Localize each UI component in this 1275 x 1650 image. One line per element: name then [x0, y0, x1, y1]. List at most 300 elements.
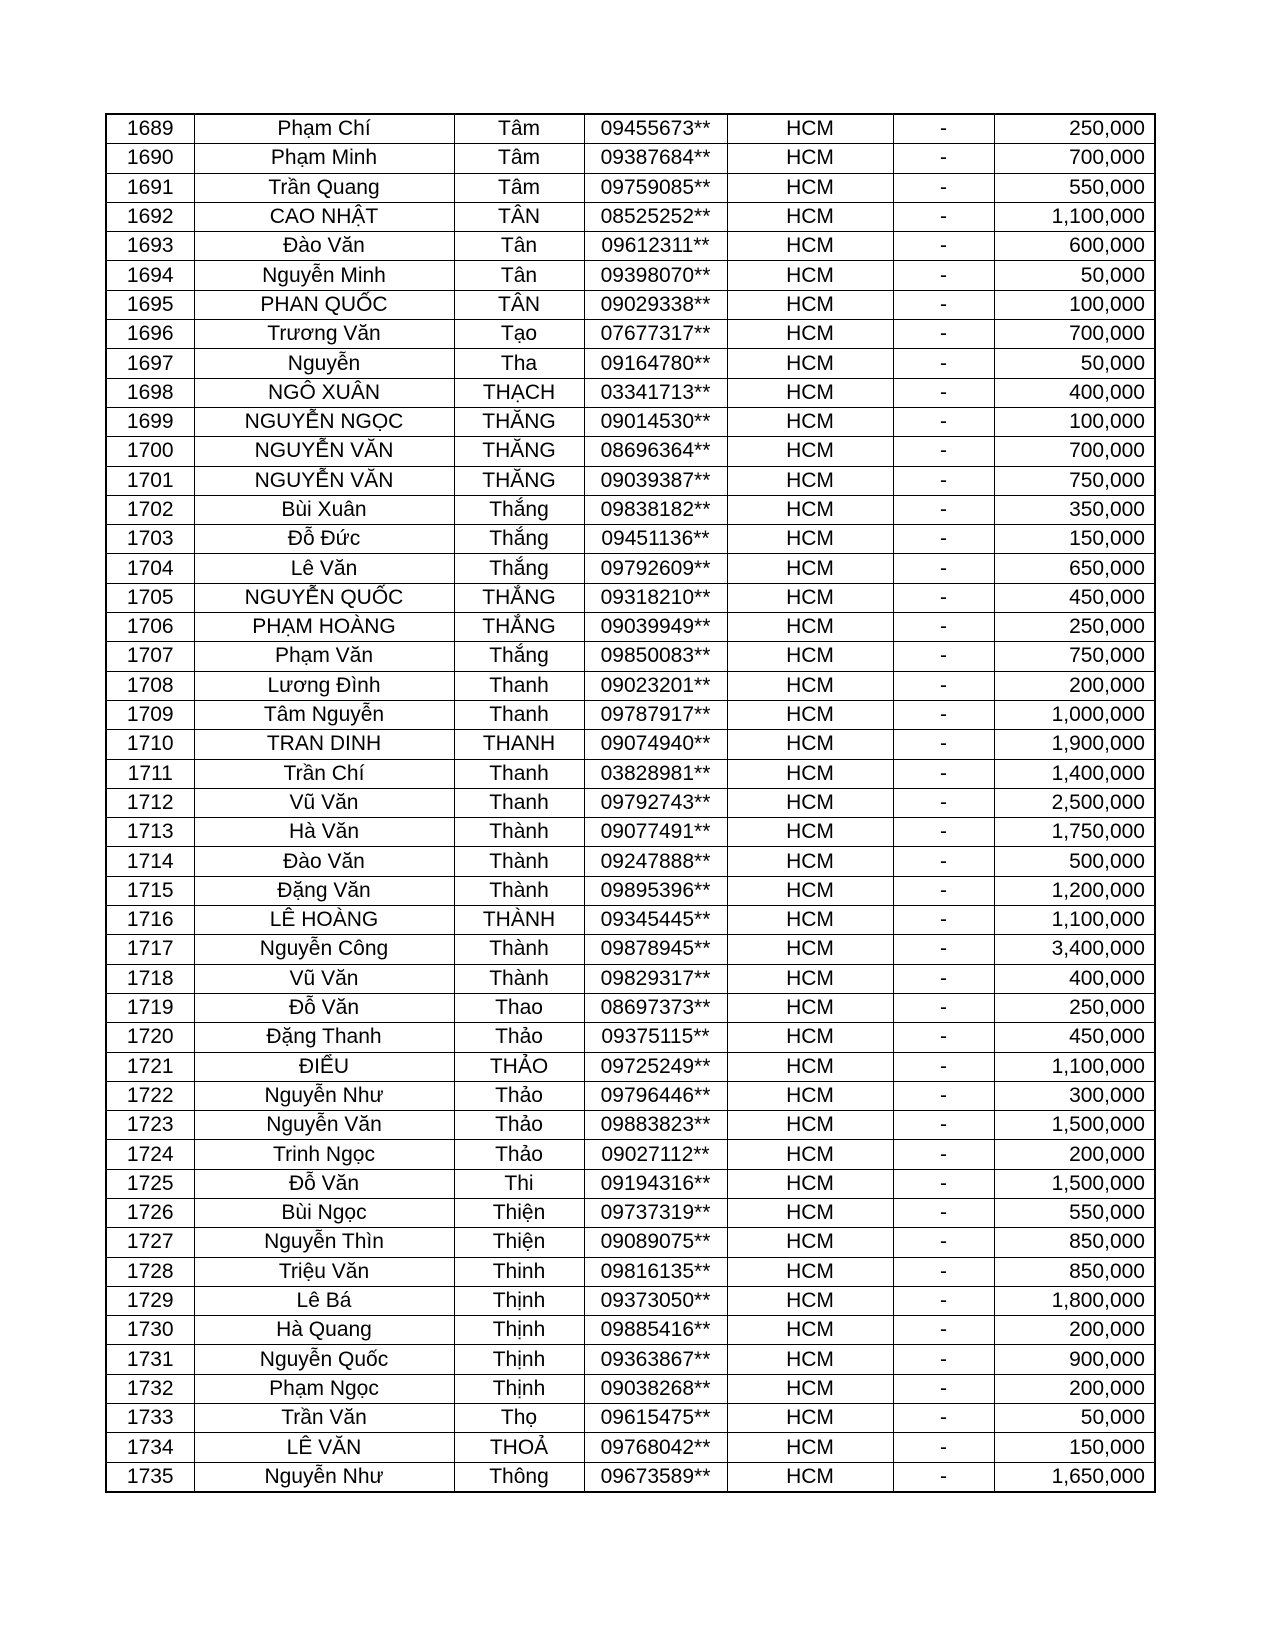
surname-middle-name-cell: LÊ VĂN — [194, 1433, 454, 1462]
region-cell: HCM — [727, 232, 893, 261]
surname-middle-name-cell: Nguyễn Thìn — [194, 1228, 454, 1257]
row-number-cell: 1720 — [106, 1023, 194, 1052]
phone-number-cell: 09895396** — [584, 876, 727, 905]
note-cell: - — [893, 671, 994, 700]
phone-number-cell: 09014530** — [584, 407, 727, 436]
surname-middle-name-cell: Phạm Chí — [194, 114, 454, 144]
phone-number-cell: 09373050** — [584, 1286, 727, 1315]
note-cell: - — [893, 1286, 994, 1315]
surname-middle-name-cell: PHAN QUỐC — [194, 290, 454, 319]
given-name-cell: Thành — [454, 818, 584, 847]
surname-middle-name-cell: NGUYỄN QUỐC — [194, 583, 454, 612]
surname-middle-name-cell: NGUYỄN VĂN — [194, 466, 454, 495]
region-cell: HCM — [727, 1111, 893, 1140]
phone-number-cell: 09816135** — [584, 1257, 727, 1286]
surname-middle-name-cell: Trần Văn — [194, 1404, 454, 1433]
phone-number-cell: 09737319** — [584, 1198, 727, 1227]
table-row — [106, 173, 1155, 202]
amount-cell: 250,000 — [994, 613, 1155, 642]
row-number-cell: 1729 — [106, 1286, 194, 1315]
phone-number-cell: 09787917** — [584, 700, 727, 729]
region-cell: HCM — [727, 613, 893, 642]
given-name-cell: Thi — [454, 1169, 584, 1198]
row-number-cell: 1694 — [106, 261, 194, 290]
row-number-cell: 1709 — [106, 700, 194, 729]
phone-number-cell: 09725249** — [584, 1052, 727, 1081]
table-row — [106, 1052, 1155, 1081]
note-cell: - — [893, 232, 994, 261]
note-cell: - — [893, 261, 994, 290]
phone-number-cell: 09039949** — [584, 613, 727, 642]
table-row — [106, 964, 1155, 993]
phone-number-cell: 03341713** — [584, 378, 727, 407]
row-number-cell: 1692 — [106, 202, 194, 231]
table-row — [106, 202, 1155, 231]
note-cell: - — [893, 642, 994, 671]
given-name-cell: Thịnh — [454, 1345, 584, 1374]
row-number-cell: 1726 — [106, 1198, 194, 1227]
phone-number-cell: 09074940** — [584, 730, 727, 759]
amount-cell: 1,100,000 — [994, 906, 1155, 935]
region-cell: HCM — [727, 466, 893, 495]
amount-cell: 450,000 — [994, 583, 1155, 612]
given-name-cell: Thanh — [454, 700, 584, 729]
amount-cell: 250,000 — [994, 993, 1155, 1022]
row-number-cell: 1693 — [106, 232, 194, 261]
table-row — [106, 1023, 1155, 1052]
row-number-cell: 1711 — [106, 759, 194, 788]
surname-middle-name-cell: Lê Bá — [194, 1286, 454, 1315]
given-name-cell: TÂN — [454, 202, 584, 231]
region-cell: HCM — [727, 349, 893, 378]
region-cell: HCM — [727, 261, 893, 290]
amount-cell: 850,000 — [994, 1228, 1155, 1257]
region-cell: HCM — [727, 818, 893, 847]
row-number-cell: 1723 — [106, 1111, 194, 1140]
given-name-cell: THOẢ — [454, 1433, 584, 1462]
given-name-cell: Thành — [454, 935, 584, 964]
given-name-cell: THĂNG — [454, 466, 584, 495]
table-row — [106, 671, 1155, 700]
phone-number-cell: 09247888** — [584, 847, 727, 876]
note-cell: - — [893, 935, 994, 964]
phone-number-cell: 09612311** — [584, 232, 727, 261]
given-name-cell: Thinh — [454, 1257, 584, 1286]
amount-cell: 500,000 — [994, 847, 1155, 876]
region-cell: HCM — [727, 730, 893, 759]
amount-cell: 1,900,000 — [994, 730, 1155, 759]
note-cell: - — [893, 1111, 994, 1140]
region-cell: HCM — [727, 1404, 893, 1433]
note-cell: - — [893, 1345, 994, 1374]
region-cell: HCM — [727, 847, 893, 876]
row-number-cell: 1725 — [106, 1169, 194, 1198]
amount-cell: 1,400,000 — [994, 759, 1155, 788]
region-cell: HCM — [727, 1316, 893, 1345]
surname-middle-name-cell: Đặng Văn — [194, 876, 454, 905]
region-cell: HCM — [727, 1052, 893, 1081]
table-row — [106, 349, 1155, 378]
row-number-cell: 1718 — [106, 964, 194, 993]
given-name-cell: Thành — [454, 847, 584, 876]
phone-number-cell: 09318210** — [584, 583, 727, 612]
note-cell: - — [893, 144, 994, 173]
phone-number-cell: 09029338** — [584, 290, 727, 319]
table-row — [106, 1345, 1155, 1374]
phone-number-cell: 09398070** — [584, 261, 727, 290]
given-name-cell: Thắng — [454, 642, 584, 671]
amount-cell: 250,000 — [994, 114, 1155, 144]
region-cell: HCM — [727, 378, 893, 407]
table-row — [106, 1404, 1155, 1433]
row-number-cell: 1728 — [106, 1257, 194, 1286]
phone-number-cell: 09451136** — [584, 525, 727, 554]
amount-cell: 50,000 — [994, 1404, 1155, 1433]
phone-number-cell: 09885416** — [584, 1316, 727, 1345]
table-row — [106, 261, 1155, 290]
surname-middle-name-cell: Trinh Ngọc — [194, 1140, 454, 1169]
table-row — [106, 613, 1155, 642]
table-row — [106, 1111, 1155, 1140]
note-cell: - — [893, 847, 994, 876]
region-cell: HCM — [727, 788, 893, 817]
surname-middle-name-cell: Nguyễn — [194, 349, 454, 378]
surname-middle-name-cell: Nguyễn Quốc — [194, 1345, 454, 1374]
given-name-cell: Tâm — [454, 173, 584, 202]
given-name-cell: THÀNH — [454, 906, 584, 935]
table-row — [106, 1462, 1155, 1492]
surname-middle-name-cell: LÊ HOÀNG — [194, 906, 454, 935]
amount-cell: 600,000 — [994, 232, 1155, 261]
region-cell: HCM — [727, 173, 893, 202]
region-cell: HCM — [727, 1169, 893, 1198]
region-cell: HCM — [727, 495, 893, 524]
donation-table — [105, 113, 1156, 1493]
surname-middle-name-cell: Trần Quang — [194, 173, 454, 202]
phone-number-cell: 09883823** — [584, 1111, 727, 1140]
amount-cell: 450,000 — [994, 1023, 1155, 1052]
phone-number-cell: 09039387** — [584, 466, 727, 495]
given-name-cell: Thảo — [454, 1140, 584, 1169]
phone-number-cell: 09164780** — [584, 349, 727, 378]
given-name-cell: Thịnh — [454, 1374, 584, 1403]
region-cell: HCM — [727, 1374, 893, 1403]
surname-middle-name-cell: Nguyễn Như — [194, 1081, 454, 1110]
note-cell: - — [893, 1404, 994, 1433]
phone-number-cell: 09792609** — [584, 554, 727, 583]
surname-middle-name-cell: Vũ Văn — [194, 964, 454, 993]
surname-middle-name-cell: Phạm Văn — [194, 642, 454, 671]
surname-middle-name-cell: Bùi Ngọc — [194, 1198, 454, 1227]
region-cell: HCM — [727, 906, 893, 935]
given-name-cell: Thảo — [454, 1111, 584, 1140]
table-row — [106, 1198, 1155, 1227]
given-name-cell: THẮNG — [454, 583, 584, 612]
table-row — [106, 759, 1155, 788]
note-cell: - — [893, 613, 994, 642]
note-cell: - — [893, 759, 994, 788]
row-number-cell: 1733 — [106, 1404, 194, 1433]
note-cell: - — [893, 378, 994, 407]
given-name-cell: THĂNG — [454, 437, 584, 466]
note-cell: - — [893, 114, 994, 144]
row-number-cell: 1696 — [106, 320, 194, 349]
table-row — [106, 495, 1155, 524]
note-cell: - — [893, 320, 994, 349]
phone-number-cell: 09673589** — [584, 1462, 727, 1492]
surname-middle-name-cell: Hà Quang — [194, 1316, 454, 1345]
note-cell: - — [893, 1081, 994, 1110]
row-number-cell: 1713 — [106, 818, 194, 847]
given-name-cell: THẠCH — [454, 378, 584, 407]
row-number-cell: 1714 — [106, 847, 194, 876]
given-name-cell: Thiện — [454, 1198, 584, 1227]
region-cell: HCM — [727, 320, 893, 349]
surname-middle-name-cell: NGUYỄN VĂN — [194, 437, 454, 466]
table-row — [106, 1169, 1155, 1198]
given-name-cell: Thắng — [454, 495, 584, 524]
surname-middle-name-cell: ĐIỂU — [194, 1052, 454, 1081]
amount-cell: 1,650,000 — [994, 1462, 1155, 1492]
table-row — [106, 1257, 1155, 1286]
phone-number-cell: 09829317** — [584, 964, 727, 993]
note-cell: - — [893, 290, 994, 319]
phone-number-cell: 09038268** — [584, 1374, 727, 1403]
region-cell: HCM — [727, 700, 893, 729]
phone-number-cell: 09363867** — [584, 1345, 727, 1374]
given-name-cell: Tân — [454, 232, 584, 261]
amount-cell: 750,000 — [994, 466, 1155, 495]
note-cell: - — [893, 1316, 994, 1345]
surname-middle-name-cell: Hà Văn — [194, 818, 454, 847]
row-number-cell: 1699 — [106, 407, 194, 436]
given-name-cell: TÂN — [454, 290, 584, 319]
row-number-cell: 1689 — [106, 114, 194, 144]
row-number-cell: 1704 — [106, 554, 194, 583]
table-row — [106, 1228, 1155, 1257]
amount-cell: 2,500,000 — [994, 788, 1155, 817]
row-number-cell: 1707 — [106, 642, 194, 671]
region-cell: HCM — [727, 935, 893, 964]
table-row — [106, 1081, 1155, 1110]
amount-cell: 550,000 — [994, 173, 1155, 202]
amount-cell: 850,000 — [994, 1257, 1155, 1286]
note-cell: - — [893, 1140, 994, 1169]
table-body — [106, 114, 1155, 1492]
amount-cell: 700,000 — [994, 144, 1155, 173]
note-cell: - — [893, 349, 994, 378]
surname-middle-name-cell: Phạm Minh — [194, 144, 454, 173]
region-cell: HCM — [727, 759, 893, 788]
row-number-cell: 1691 — [106, 173, 194, 202]
note-cell: - — [893, 1257, 994, 1286]
table-row — [106, 1316, 1155, 1345]
row-number-cell: 1706 — [106, 613, 194, 642]
phone-number-cell: 09194316** — [584, 1169, 727, 1198]
phone-number-cell: 07677317** — [584, 320, 727, 349]
row-number-cell: 1727 — [106, 1228, 194, 1257]
table-row — [106, 554, 1155, 583]
given-name-cell: Tạo — [454, 320, 584, 349]
phone-number-cell: 09850083** — [584, 642, 727, 671]
given-name-cell: Thông — [454, 1462, 584, 1492]
row-number-cell: 1701 — [106, 466, 194, 495]
table-row — [106, 700, 1155, 729]
row-number-cell: 1735 — [106, 1462, 194, 1492]
phone-number-cell: 09077491** — [584, 818, 727, 847]
phone-number-cell: 09838182** — [584, 495, 727, 524]
given-name-cell: Thanh — [454, 759, 584, 788]
amount-cell: 700,000 — [994, 437, 1155, 466]
row-number-cell: 1712 — [106, 788, 194, 817]
row-number-cell: 1715 — [106, 876, 194, 905]
amount-cell: 50,000 — [994, 349, 1155, 378]
note-cell: - — [893, 1228, 994, 1257]
amount-cell: 700,000 — [994, 320, 1155, 349]
given-name-cell: Thanh — [454, 788, 584, 817]
note-cell: - — [893, 993, 994, 1022]
table-row — [106, 378, 1155, 407]
note-cell: - — [893, 583, 994, 612]
note-cell: - — [893, 730, 994, 759]
table-row — [106, 466, 1155, 495]
row-number-cell: 1722 — [106, 1081, 194, 1110]
region-cell: HCM — [727, 671, 893, 700]
table-row — [106, 144, 1155, 173]
given-name-cell: Thảo — [454, 1081, 584, 1110]
amount-cell: 400,000 — [994, 378, 1155, 407]
amount-cell: 200,000 — [994, 1140, 1155, 1169]
surname-middle-name-cell: Trương Văn — [194, 320, 454, 349]
row-number-cell: 1690 — [106, 144, 194, 173]
phone-number-cell: 08696364** — [584, 437, 727, 466]
table-row — [106, 906, 1155, 935]
given-name-cell: THẮNG — [454, 613, 584, 642]
amount-cell: 650,000 — [994, 554, 1155, 583]
given-name-cell: Thành — [454, 964, 584, 993]
surname-middle-name-cell: Đỗ Đức — [194, 525, 454, 554]
table-row — [106, 320, 1155, 349]
amount-cell: 1,750,000 — [994, 818, 1155, 847]
phone-number-cell: 09023201** — [584, 671, 727, 700]
given-name-cell: Thao — [454, 993, 584, 1022]
table-row — [106, 437, 1155, 466]
table-row — [106, 407, 1155, 436]
row-number-cell: 1719 — [106, 993, 194, 1022]
table-row — [106, 114, 1155, 144]
note-cell: - — [893, 466, 994, 495]
table-row — [106, 290, 1155, 319]
surname-middle-name-cell: TRAN DINH — [194, 730, 454, 759]
phone-number-cell: 03828981** — [584, 759, 727, 788]
amount-cell: 1,100,000 — [994, 202, 1155, 231]
phone-number-cell: 08697373** — [584, 993, 727, 1022]
note-cell: - — [893, 1052, 994, 1081]
table-row — [106, 788, 1155, 817]
table-row — [106, 993, 1155, 1022]
surname-middle-name-cell: Lương Đình — [194, 671, 454, 700]
amount-cell: 200,000 — [994, 671, 1155, 700]
table-row — [106, 232, 1155, 261]
region-cell: HCM — [727, 554, 893, 583]
amount-cell: 1,500,000 — [994, 1169, 1155, 1198]
row-number-cell: 1732 — [106, 1374, 194, 1403]
region-cell: HCM — [727, 144, 893, 173]
given-name-cell: Thịnh — [454, 1286, 584, 1315]
region-cell: HCM — [727, 583, 893, 612]
note-cell: - — [893, 876, 994, 905]
given-name-cell: Tha — [454, 349, 584, 378]
note-cell: - — [893, 788, 994, 817]
table-row — [106, 730, 1155, 759]
surname-middle-name-cell: Đỗ Văn — [194, 1169, 454, 1198]
region-cell: HCM — [727, 437, 893, 466]
phone-number-cell: 09615475** — [584, 1404, 727, 1433]
table-row — [106, 847, 1155, 876]
region-cell: HCM — [727, 525, 893, 554]
note-cell: - — [893, 554, 994, 583]
table-row — [106, 1433, 1155, 1462]
row-number-cell: 1731 — [106, 1345, 194, 1374]
region-cell: HCM — [727, 964, 893, 993]
note-cell: - — [893, 1023, 994, 1052]
region-cell: HCM — [727, 1286, 893, 1315]
amount-cell: 350,000 — [994, 495, 1155, 524]
region-cell: HCM — [727, 290, 893, 319]
row-number-cell: 1717 — [106, 935, 194, 964]
surname-middle-name-cell: NGUYỄN NGỌC — [194, 407, 454, 436]
amount-cell: 3,400,000 — [994, 935, 1155, 964]
surname-middle-name-cell: PHẠM HOÀNG — [194, 613, 454, 642]
note-cell: - — [893, 525, 994, 554]
amount-cell: 150,000 — [994, 525, 1155, 554]
surname-middle-name-cell: Vũ Văn — [194, 788, 454, 817]
region-cell: HCM — [727, 876, 893, 905]
note-cell: - — [893, 1433, 994, 1462]
note-cell: - — [893, 1169, 994, 1198]
given-name-cell: Tâm — [454, 144, 584, 173]
region-cell: HCM — [727, 642, 893, 671]
amount-cell: 100,000 — [994, 407, 1155, 436]
given-name-cell: Thảo — [454, 1023, 584, 1052]
amount-cell: 1,500,000 — [994, 1111, 1155, 1140]
note-cell: - — [893, 407, 994, 436]
phone-number-cell: 09768042** — [584, 1433, 727, 1462]
amount-cell: 1,800,000 — [994, 1286, 1155, 1315]
row-number-cell: 1730 — [106, 1316, 194, 1345]
table-row — [106, 876, 1155, 905]
row-number-cell: 1710 — [106, 730, 194, 759]
note-cell: - — [893, 1198, 994, 1227]
region-cell: HCM — [727, 1228, 893, 1257]
row-number-cell: 1716 — [106, 906, 194, 935]
surname-middle-name-cell: Lê Văn — [194, 554, 454, 583]
row-number-cell: 1702 — [106, 495, 194, 524]
table-row — [106, 818, 1155, 847]
region-cell: HCM — [727, 1433, 893, 1462]
region-cell: HCM — [727, 1023, 893, 1052]
surname-middle-name-cell: CAO NHẬT — [194, 202, 454, 231]
amount-cell: 900,000 — [994, 1345, 1155, 1374]
given-name-cell: THẢO — [454, 1052, 584, 1081]
surname-middle-name-cell: Đỗ Văn — [194, 993, 454, 1022]
row-number-cell: 1721 — [106, 1052, 194, 1081]
surname-middle-name-cell: Bùi Xuân — [194, 495, 454, 524]
given-name-cell: Thanh — [454, 671, 584, 700]
surname-middle-name-cell: Đào Văn — [194, 232, 454, 261]
amount-cell: 50,000 — [994, 261, 1155, 290]
note-cell: - — [893, 906, 994, 935]
